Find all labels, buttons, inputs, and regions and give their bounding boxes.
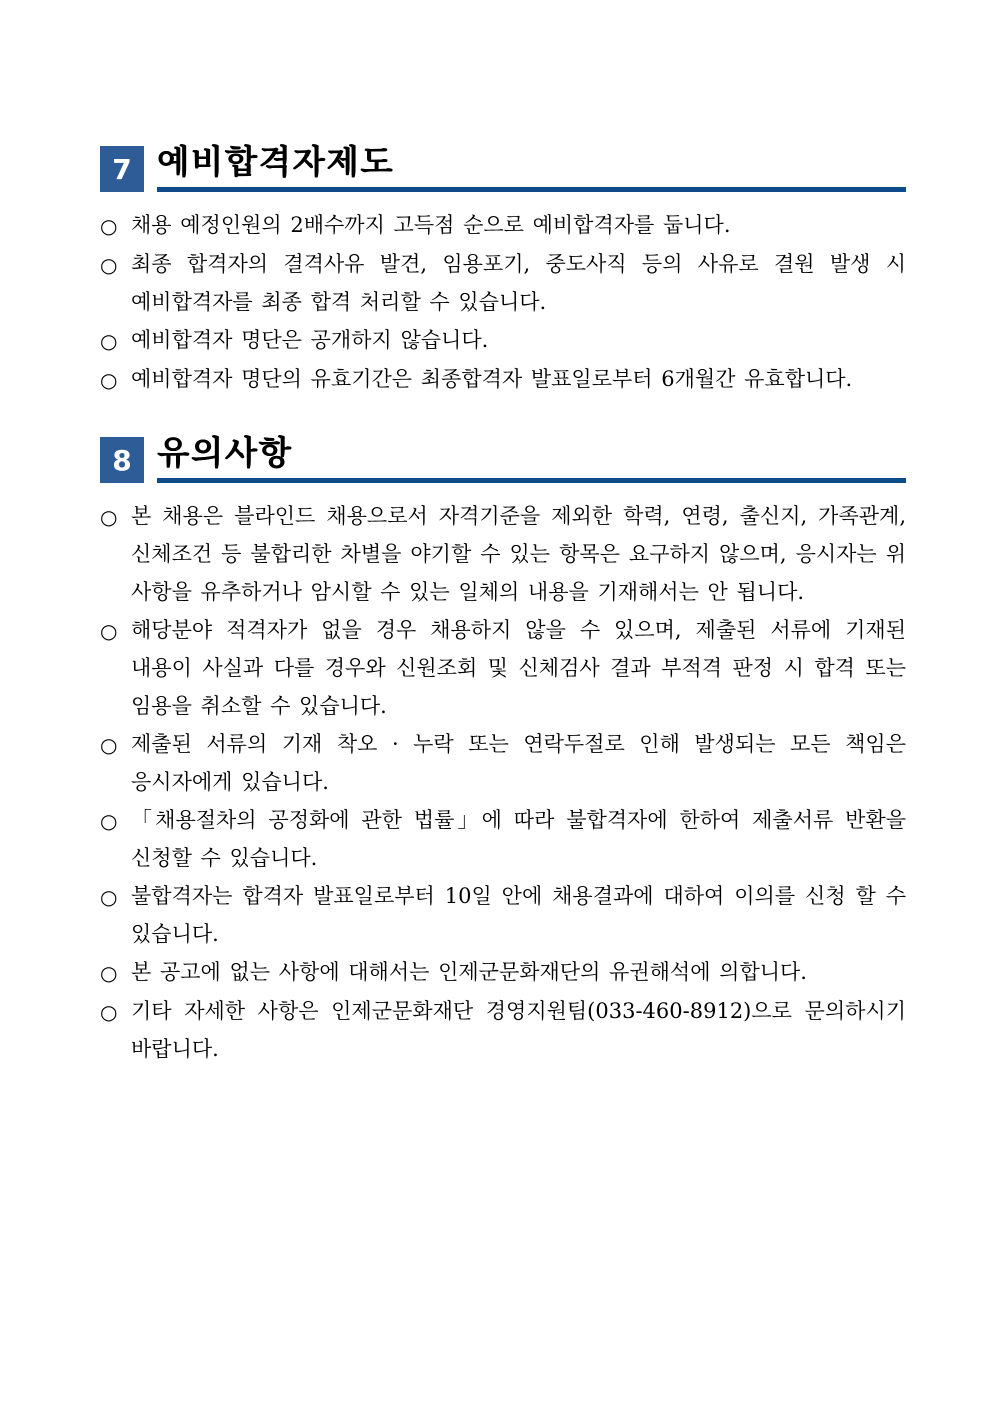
section-header: [100, 433, 906, 483]
section-title: 예비합격자제도: [157, 142, 395, 181]
bullet-text: 최종 합격자의 결격사유 발견, 임용포기, 중도사직 등의 사유로 결원 발생 시 예비합격자를 최종 합격 처리할 수 있습니다.: [131, 252, 906, 314]
section-reserve-candidates: [100, 142, 906, 399]
section-title: 유의사항: [157, 433, 293, 472]
circle-bullet-icon: ○: [100, 885, 118, 909]
bullet-text: 채용 예정인원의 2배수까지 고득점 순으로 예비합격자를 둡니다.: [131, 213, 731, 237]
circle-bullet-icon: ○: [100, 368, 118, 392]
section-header: [100, 142, 906, 192]
section-number-badge: 8: [100, 437, 144, 483]
list-item: [100, 206, 906, 245]
section-title-underline: [157, 433, 906, 483]
bullet-text: 예비합격자 명단은 공개하지 않습니다.: [131, 328, 489, 352]
section-number-badge: 7: [100, 146, 144, 192]
list-item: [100, 321, 906, 360]
list-item: [100, 877, 906, 953]
bullet-text: 불합격자는 합격자 발표일로부터 10일 안에 채용결과에 대하여 이의를 신청 할 수 있습니다.: [131, 884, 906, 946]
bullet-list: [100, 497, 906, 1068]
list-item: [100, 992, 906, 1068]
bullet-text: 본 공고에 없는 사항에 대해서는 인제군문화재단의 유권해석에 의합니다.: [131, 960, 807, 984]
section-notes: [100, 433, 906, 1068]
bullet-text: 본 채용은 블라인드 채용으로서 자격기준을 제외한 학력, 연령, 출신지, 가족관계, 신체조건 등 불합리한 차별을 야기할 수 있는 항목은 요구하지 않으며, 응시자는 위 사항을 유추하거나 암시할 수 있는 일체의 내용을 기재해서는 안 됩니다.: [131, 504, 906, 604]
list-item: [100, 245, 906, 321]
circle-bullet-icon: ○: [100, 961, 118, 985]
section-title-underline: [157, 142, 906, 192]
list-item: [100, 611, 906, 725]
bullet-text: 「채용절차의 공정화에 관한 법률」에 따라 불합격자에 한하여 제출서류 반환을 신청할 수 있습니다.: [131, 808, 906, 870]
list-item: [100, 801, 906, 877]
circle-bullet-icon: ○: [100, 253, 118, 277]
list-item: [100, 497, 906, 611]
bullet-text: 기타 자세한 사항은 인제군문화재단 경영지원팀(033-460-8912)으로 문의하시기 바랍니다.: [131, 999, 906, 1061]
bullet-text: 예비합격자 명단의 유효기간은 최종합격자 발표일로부터 6개월간 유효합니다.: [131, 367, 853, 391]
bullet-text: 해당분야 적격자가 없을 경우 채용하지 않을 수 있으며, 제출된 서류에 기재된 내용이 사실과 다를 경우와 신원조회 및 신체검사 결과 부적격 판정 시 합격 또는 임용을 취소할 수 있습니다.: [131, 618, 906, 718]
circle-bullet-icon: ○: [100, 733, 118, 757]
circle-bullet-icon: ○: [100, 505, 118, 529]
circle-bullet-icon: ○: [100, 329, 118, 353]
circle-bullet-icon: ○: [100, 619, 118, 643]
list-item: [100, 360, 906, 399]
circle-bullet-icon: ○: [100, 809, 118, 833]
bullet-list: [100, 206, 906, 399]
circle-bullet-icon: ○: [100, 1000, 118, 1024]
list-item: [100, 953, 906, 992]
bullet-text: 제출된 서류의 기재 착오 · 누락 또는 연락두절로 인해 발생되는 모든 책임은 응시자에게 있습니다.: [131, 732, 906, 794]
list-item: [100, 725, 906, 801]
circle-bullet-icon: ○: [100, 214, 118, 238]
